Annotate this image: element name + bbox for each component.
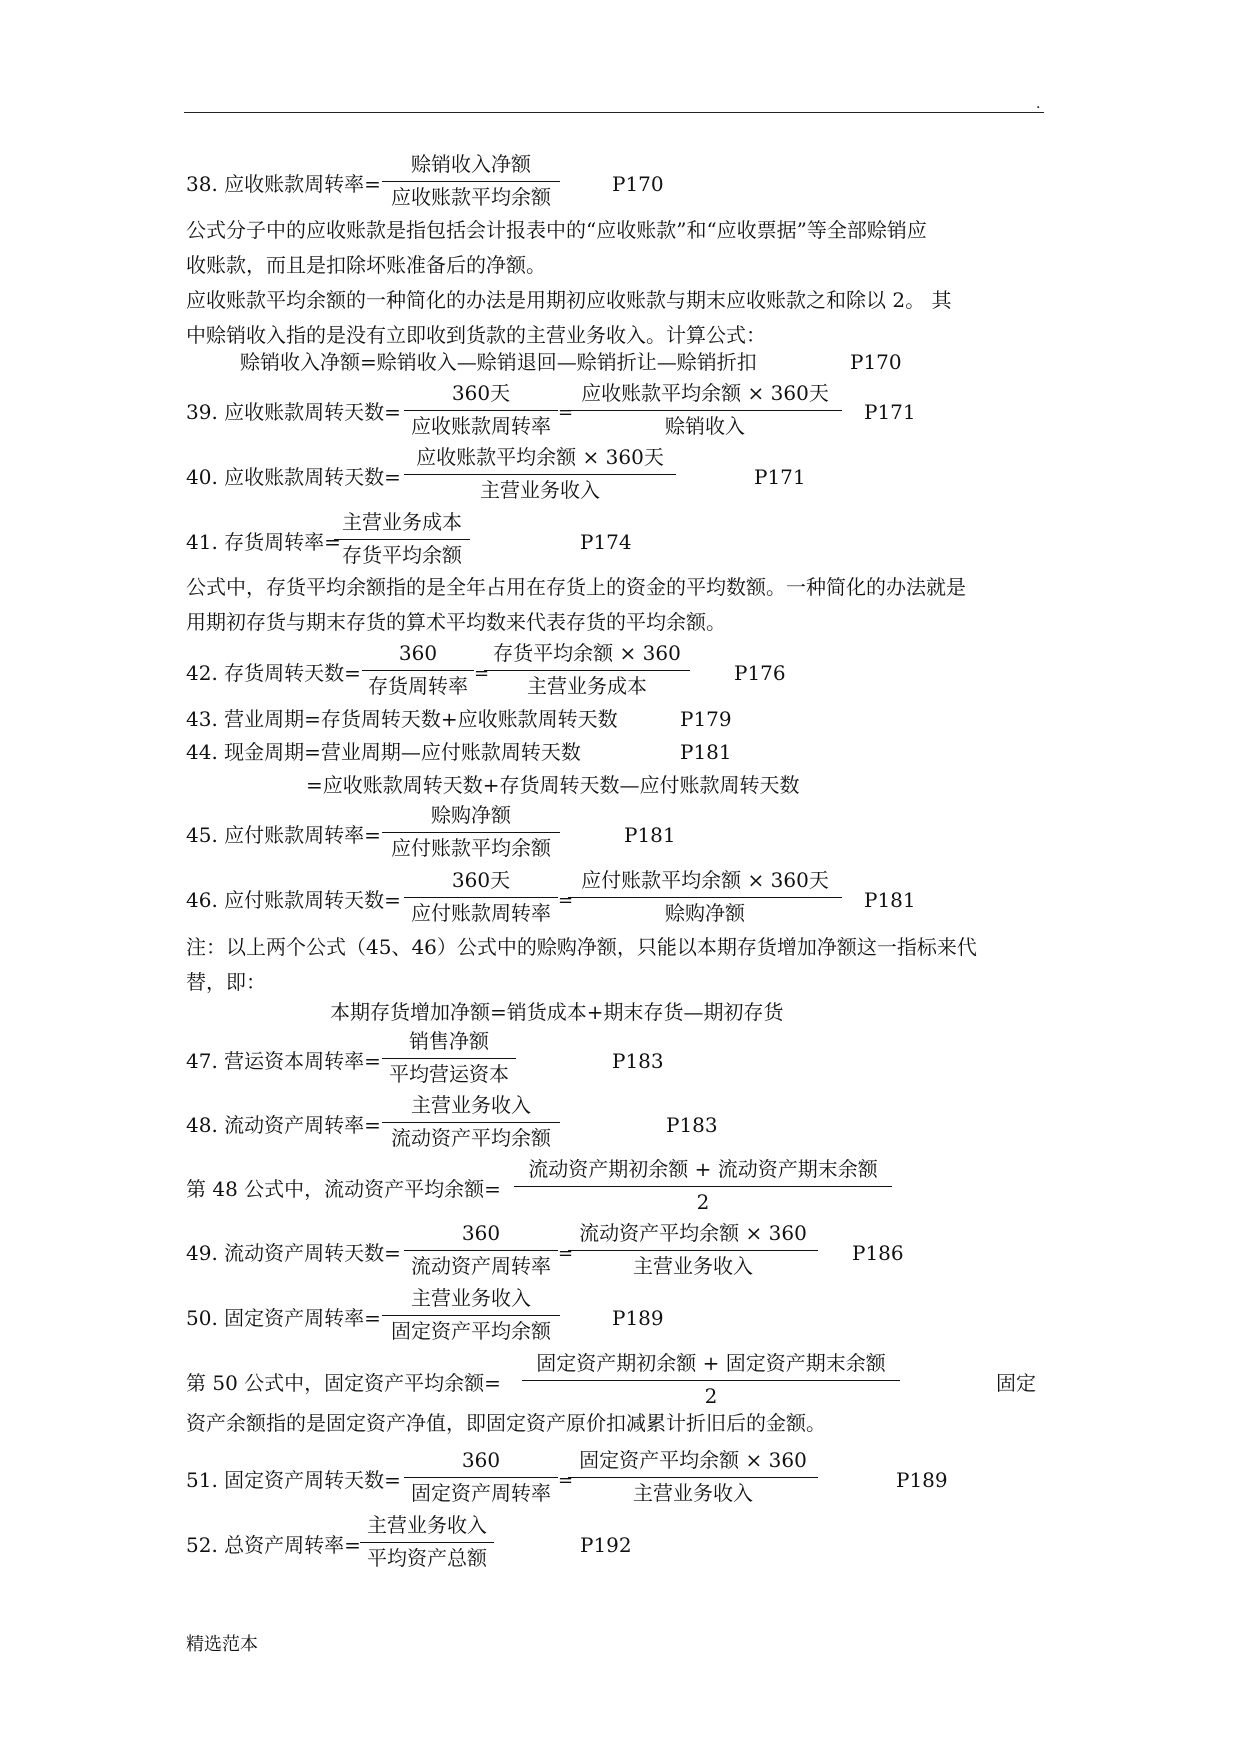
formula-inventory: 本期存货增加净额=销货成本+期末存货—期初存货: [330, 1000, 784, 1024]
formula-46-denominator-2: 赊购净额: [665, 901, 745, 925]
footer-text: 精选范本: [186, 1634, 258, 1655]
formula-49-bar-2: [568, 1250, 818, 1251]
formula-50b-bar: [522, 1380, 900, 1381]
formula-50b-label: 第 50 公式中，固定资产平均余额=: [186, 1371, 501, 1395]
formula-42-denominator-2: 主营业务成本: [527, 674, 647, 698]
formula-38-bar: [382, 181, 560, 182]
formula-51-ref: P189: [896, 1468, 948, 1492]
formula-49-denominator-2: 主营业务收入: [633, 1254, 753, 1278]
formula-46-bar-2: [568, 897, 842, 898]
formula-46-fraction-2: [568, 867, 842, 927]
formula-39-fraction-2: [568, 380, 842, 440]
formula-52-label: 52. 总资产周转率=: [186, 1533, 361, 1557]
formula-46-equals: =: [558, 890, 574, 911]
formula-46-fraction-1: [404, 867, 558, 927]
formula-39-denominator-1: 应收账款周转率: [411, 414, 551, 438]
formula-48-label: 48. 流动资产周转率=: [186, 1113, 381, 1137]
formula-38-numerator: 赊销收入净额: [411, 152, 531, 176]
formula-49-fraction-2: [568, 1220, 818, 1280]
formula-40-numerator: 应收账款平均余额 × 360天: [416, 445, 664, 469]
formula-42-ref: P176: [734, 661, 786, 685]
formula-39-bar-1: [404, 410, 558, 411]
formula-38-denominator: 应收账款平均余额: [391, 185, 551, 209]
formula-49-label: 49. 流动资产周转天数=: [186, 1241, 401, 1265]
formula-42-bar-1: [362, 670, 474, 671]
formula-50b-fraction: [522, 1350, 900, 1410]
formula-48-bar: [382, 1122, 560, 1123]
formula-40-ref: P171: [754, 465, 806, 489]
formula-47-fraction: [382, 1028, 516, 1088]
formula-41-numerator: 主营业务成本: [342, 510, 462, 534]
formula-39-bar-2: [568, 410, 842, 411]
header-rule: [184, 112, 1044, 113]
formula-50b-denominator: 2: [704, 1384, 718, 1408]
formula-52-denominator: 平均资产总额: [367, 1546, 487, 1570]
formula-40-denominator: 主营业务收入: [480, 478, 600, 502]
note-line-1: 注：以上两个公式（45、46）公式中的赊购净额，只能以本期存货增加净额这一指标来代: [186, 935, 977, 959]
formula-50-denominator: 固定资产平均余额: [391, 1319, 551, 1343]
formula-50b-line-2: 资产余额指的是固定资产净值，即固定资产原价扣减累计折旧后的金额。: [186, 1411, 826, 1435]
formula-40-fraction: [404, 444, 676, 504]
formula-40-label: 40. 应收账款周转天数=: [186, 465, 401, 489]
formula-49-numerator-1: 360: [461, 1221, 501, 1245]
formula-39-label: 39. 应收账款周转天数=: [186, 400, 401, 424]
formula-44-ref: P181: [680, 740, 732, 764]
formula-49-fraction-1: [404, 1220, 558, 1280]
formula-48b-numerator: 流动资产期初余额 + 流动资产期末余额: [528, 1157, 878, 1181]
formula-48-denominator: 流动资产平均余额: [391, 1126, 551, 1150]
formula-48-ref: P183: [666, 1113, 718, 1137]
formula-50-numerator: 主营业务收入: [411, 1286, 531, 1310]
formula-52-ref: P192: [580, 1533, 632, 1557]
formula-41-denominator: 存货平均余额: [342, 543, 462, 567]
formula-51-label: 51. 固定资产周转天数=: [186, 1468, 401, 1492]
formula-47-label: 47. 营运资本周转率=: [186, 1049, 381, 1073]
formula-51-numerator-2: 固定资产平均余额 × 360: [579, 1448, 807, 1472]
formula-42-numerator-2: 存货平均余额 × 360: [493, 641, 681, 665]
formula-43-ref: P179: [680, 707, 732, 731]
header-dot: .: [1036, 96, 1041, 112]
formula-44-line-2: =应收账款周转天数+存货周转天数—应付账款周转天数: [306, 773, 800, 797]
formula-51-bar-1: [404, 1477, 558, 1478]
formula-47-ref: P183: [612, 1049, 664, 1073]
formula-51-equals: =: [558, 1470, 574, 1491]
formula-42-label: 42. 存货周转天数=: [186, 661, 361, 685]
para-1-line-2: 收账款，而且是扣除坏账准备后的净额。: [186, 253, 546, 277]
formula-52-fraction: [360, 1512, 494, 1572]
formula-45-bar: [382, 832, 560, 833]
formula-39-denominator-2: 赊销收入: [665, 414, 745, 438]
formula-39-numerator-2: 应收账款平均余额 × 360天: [581, 381, 829, 405]
formula-45-fraction: [382, 802, 560, 862]
para-2-line-2: 中赊销收入指的是没有立即收到货款的主营业务收入。计算公式：: [186, 323, 766, 347]
formula-49-ref: P186: [852, 1241, 904, 1265]
formula-50-label: 50. 固定资产周转率=: [186, 1306, 381, 1330]
formula-41-ref: P174: [580, 530, 632, 554]
formula-50-bar: [382, 1315, 560, 1316]
para-3-line-2: 用期初存货与期末存货的算术平均数来代表存货的平均余额。: [186, 610, 726, 634]
formula-48b-label: 第 48 公式中，流动资产平均余额=: [186, 1177, 501, 1201]
formula-48-fraction: [382, 1092, 560, 1152]
formula-47-numerator: 销售净额: [409, 1029, 489, 1053]
formula-46-denominator-1: 应付账款周转率: [411, 901, 551, 925]
formula-46-ref: P181: [864, 888, 916, 912]
formula-42-fraction-2: [484, 640, 690, 700]
para-2-line-1: 应收账款平均余额的一种简化的办法是用期初应收账款与期末应收账款之和除以 2。 其: [186, 288, 952, 312]
formula-net-sales: 赊销收入净额=赊销收入—赊销退回—赊销折让—赊销折扣: [240, 350, 757, 374]
formula-49-numerator-2: 流动资产平均余额 × 360: [579, 1221, 807, 1245]
formula-51-bar-2: [568, 1477, 818, 1478]
formula-51-fraction-1: [404, 1447, 558, 1507]
formula-38-fraction: [382, 151, 560, 211]
formula-45-label: 45. 应付账款周转率=: [186, 823, 381, 847]
formula-45-ref: P181: [624, 823, 676, 847]
formula-net-sales-ref: P170: [850, 350, 902, 374]
formula-38-ref: P170: [612, 172, 664, 196]
formula-50b-tail: 固定: [996, 1371, 1036, 1395]
formula-41-fraction: [334, 509, 470, 569]
formula-42-denominator-1: 存货周转率: [368, 674, 468, 698]
formula-46-bar-1: [404, 897, 558, 898]
formula-39-numerator-1: 360天: [451, 381, 511, 405]
formula-46-numerator-1: 360天: [451, 868, 511, 892]
formula-40-bar: [404, 474, 676, 475]
formula-42-bar-2: [484, 670, 690, 671]
formula-51-numerator-1: 360: [461, 1448, 501, 1472]
formula-42-numerator-1: 360: [398, 641, 438, 665]
formula-49-equals: =: [558, 1243, 574, 1264]
formula-39-fraction-1: [404, 380, 558, 440]
formula-41-bar: [334, 539, 470, 540]
formula-50-ref: P189: [612, 1306, 664, 1330]
formula-46-numerator-2: 应付账款平均余额 × 360天: [581, 868, 829, 892]
formula-51-denominator-1: 固定资产周转率: [411, 1481, 551, 1505]
formula-38-label: 38. 应收账款周转率=: [186, 172, 381, 196]
para-3-line-1: 公式中，存货平均余额指的是全年占用在存货上的资金的平均数额。一种简化的办法就是: [186, 575, 966, 599]
formula-50-fraction: [382, 1285, 560, 1345]
formula-51-fraction-2: [568, 1447, 818, 1507]
formula-43: 43. 营业周期=存货周转天数+应收账款周转天数: [186, 707, 618, 731]
formula-42-equals: =: [474, 663, 490, 684]
formula-48b-bar: [514, 1186, 892, 1187]
formula-52-bar: [360, 1542, 494, 1543]
para-1-line-1: 公式分子中的应收账款是指包括会计报表中的“应收账款”和“应收票据”等全部赊销应: [186, 218, 927, 242]
formula-44: 44. 现金周期=营业周期—应付账款周转天数: [186, 740, 581, 764]
formula-45-numerator: 赊购净额: [431, 803, 511, 827]
formula-47-denominator: 平均营运资本: [389, 1062, 509, 1086]
formula-39-equals: =: [558, 402, 574, 423]
formula-48b-fraction: [514, 1156, 892, 1216]
formula-47-bar: [382, 1058, 516, 1059]
formula-42-fraction-1: [362, 640, 474, 700]
formula-41-label: 41. 存货周转率=: [186, 530, 341, 554]
formula-50b-numerator: 固定资产期初余额 + 固定资产期末余额: [536, 1351, 886, 1375]
formula-39-ref: P171: [864, 400, 916, 424]
formula-48b-denominator: 2: [696, 1190, 710, 1214]
formula-45-denominator: 应付账款平均余额: [391, 836, 551, 860]
formula-48-numerator: 主营业务收入: [411, 1093, 531, 1117]
formula-51-denominator-2: 主营业务收入: [633, 1481, 753, 1505]
formula-46-label: 46. 应付账款周转天数=: [186, 888, 401, 912]
formula-52-numerator: 主营业务收入: [367, 1513, 487, 1537]
formula-49-bar-1: [404, 1250, 558, 1251]
note-line-2: 替，即：: [186, 970, 266, 994]
formula-49-denominator-1: 流动资产周转率: [411, 1254, 551, 1278]
